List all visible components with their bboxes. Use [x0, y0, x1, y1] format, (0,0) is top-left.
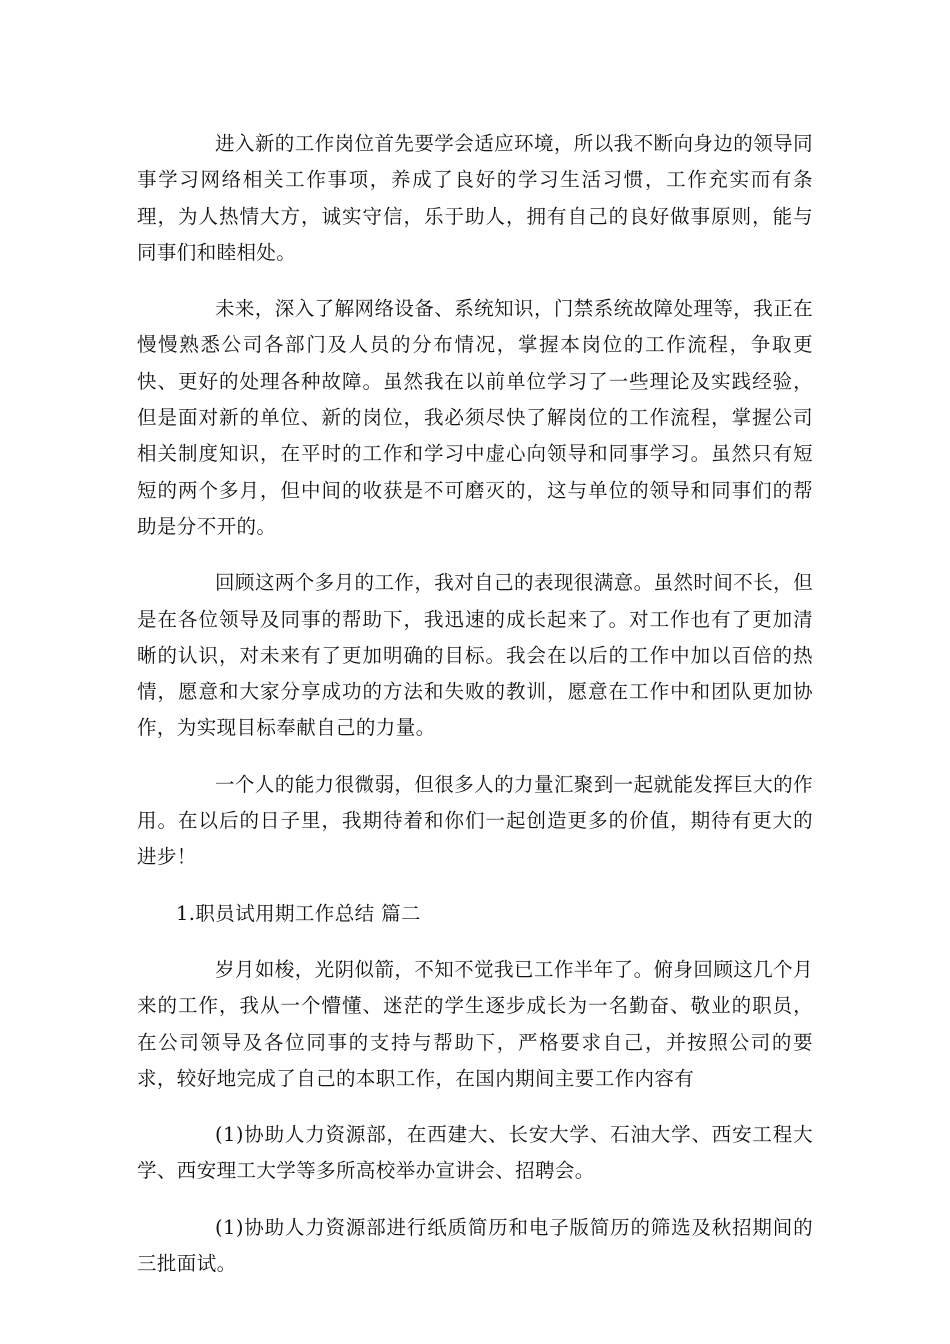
paragraph-list-item-campus-recruiting: (1)协助人力资源部，在西建大、长安大学、石油大学、西安工程大学、西安理工大学等多所高校举办宣讲会、招聘会。 [137, 1123, 813, 1183]
paragraph-review: 回顾这两个多月的工作，我对自己的表现很满意。虽然时间不长，但是在各位领导及同事的帮助下，我迅速的成长起来了。对工作也有了更加清晰的认识，对未来有了更加明确的目标。我会在以后的工作中加以百倍的热情，愿意和大家分享成功的方法和失败的教训，愿意在工作中和团队更加协作，为实现目标奉献自己的力量。 [137, 571, 813, 740]
paragraph-adapting-environment: 进入新的工作岗位首先要学会适应环境，所以我不断向身边的领导同事学习网络相关工作事项，养成了良好的学习生活习惯，工作充实而有条理，为人热情大方，诚实守信，乐于助人，拥有自己的良好做事原则，能与同事们和睦相处。 [137, 132, 813, 264]
section-heading: 1.职员试用期工作总结 篇二 [176, 901, 421, 925]
paragraph-list-item-resume-screening: (1)协助人力资源部进行纸质简历和电子版简历的筛选及秋招期间的三批面试。 [137, 1215, 813, 1276]
paragraph-half-year-intro: 岁月如梭，光阴似箭，不知不觉我已工作半年了。俯身回顾这几个月来的工作，我从一个懵懂、迷茫的学生逐步成长为一名勤奋、敬业的职员，在公司领导及各位同事的支持与帮助下，严格要求自己，并按照公司的要求，较好地完成了自己的本职工作，在国内期间主要工作内容有 [137, 957, 813, 1090]
paragraph-future-plans: 未来，深入了解网络设备、系统知识，门禁系统故障处理等，我正在慢慢熟悉公司各部门及人员的分布情况，掌握本岗位的工作流程，争取更快、更好的处理各种故障。虽然我在以前单位学习了一些理论及实践经验，但是面对新的单位、新的岗位，我必须尽快了解岗位的工作流程，掌握公司相关制度知识，在平时的工作和学习中虚心向领导和同事学习。虽然只有短短的两个多月，但中间的收获是不可磨灭的，这与单位的领导和同事们的帮助是分不开的。 [137, 297, 813, 538]
document-body [137, 126, 813, 1302]
paragraph-teamwork: 一个人的能力很微弱，但很多人的力量汇聚到一起就能发挥巨大的作用。在以后的日子里，我期待着和你们一起创造更多的价值，期待有更大的进步！ [137, 772, 813, 869]
